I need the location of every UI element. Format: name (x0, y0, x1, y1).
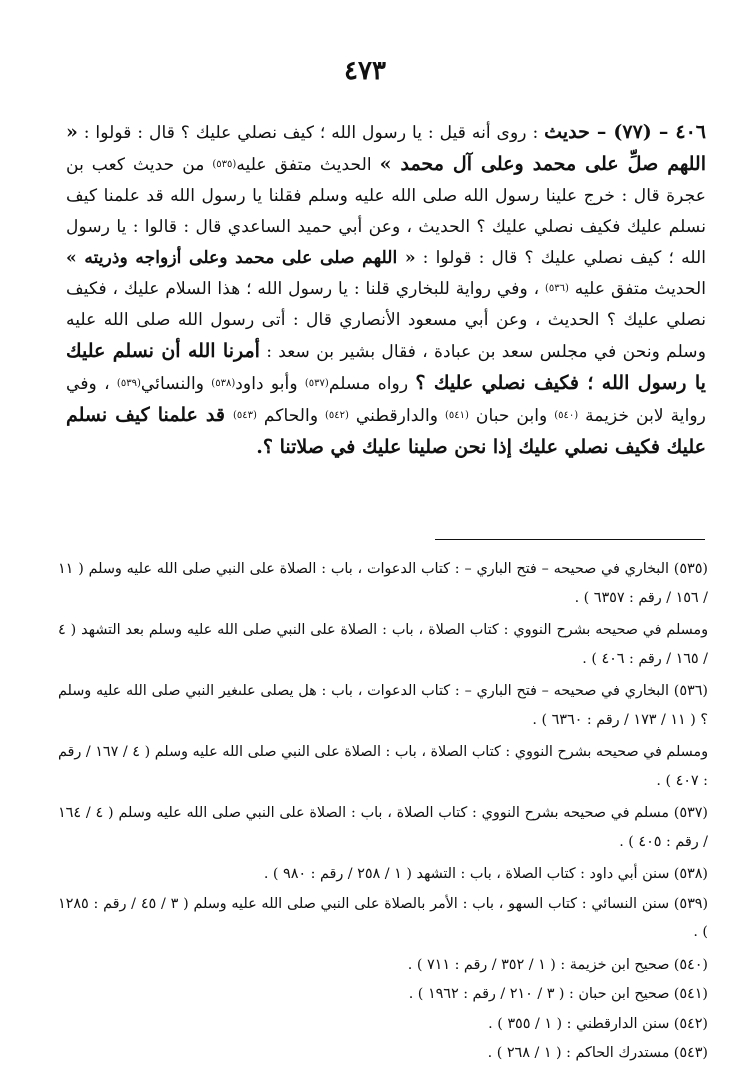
hadith-paragraph (66, 117, 706, 464)
text-segment: : روى أنه قيل : يا رسول الله ؛ كيف نصلي عليك ؟ قال : قولوا : (77, 123, 545, 143)
footnote-536: (٥٣٦) البخاري في صحيحه – فتح الباري – : كتاب الدعوات ، باب : هل يصلى علىغير النبي صلى الله عليه وسلم ؟ ( ١١ / ١٧٣ / رقم : ٦٣٦٠ ) . (58, 683, 708, 728)
text-segment: ، وفي رواية للبخاري قلنا : يا رسول الله ؛ هذا السلام عليك ، فكيف نصلي عليك ؟ الحديث ، وعن أبي مسعود الأنصاري قال : أتى رسول الله صلى الله عليه وسلم ونحن في مجلس سعد بن عبادة ، فقال بشير بن سعد : (66, 279, 706, 362)
footnote-540: (٥٤٠) صحيح ابن خزيمة : ( ١ / ٣٥٢ / رقم : ٧١١ ) . (407, 956, 708, 973)
emphasis-text: أمرنا الله أن نسلم عليك يا رسول الله ؛ فكيف نصلي عليك ؟ (66, 340, 706, 394)
footnote-539: (٥٣٩) سنن النسائي : كتاب السهو ، باب : الأمر بالصلاة على النبي صلى الله عليه وسلم ( ٣ / ٤٥ / رقم : ١٢٨٥ ) . (58, 895, 709, 940)
footnote-ref[interactable]: (٥٣٨) (211, 378, 236, 389)
footnote-536-cont: ومسلم في صحيحه بشرح النووي : كتاب الصلاة ، باب : الصلاة على النبي صلى الله عليه وسلم ( ٤ / ١٦٧ / رقم : ٤٠٧ ) . (58, 744, 708, 789)
text-segment: والنسائي (140, 374, 212, 394)
text-segment: الحديث متفق عليه (568, 279, 706, 299)
footnote-541: (٥٤١) صحيح ابن حبان : ( ٣ / ٢١٠ / رقم : ١٩٦٢ ) . (408, 986, 708, 1002)
footnote-ref[interactable]: (٥٣٩) (116, 378, 141, 389)
dua-text: « اللهم صلى على محمد وعلى أزواجه وذريته » (66, 248, 416, 268)
hadith-text (66, 117, 706, 464)
footnote-537: (٥٣٧) مسلم في صحيحه بشرح النووي : كتاب الصلاة ، باب : الصلاة على النبي صلى الله عليه وسلم ( ٤ / ١٦٤ / رقم : ٤٠٥ ) . (58, 805, 708, 850)
footnote-ref[interactable]: (٥٣٧) (304, 378, 329, 389)
footnote-ref[interactable]: (٥٤٢) (325, 410, 349, 421)
footnote-ref[interactable]: (٥٣٥) (212, 159, 237, 170)
dua-text: « اللهم صلِّ على محمد وعلى آل محمد » (66, 121, 707, 175)
footnote-divider (435, 539, 705, 540)
text-segment: ، وفي رواية لابن خزيمة (66, 374, 706, 426)
footnote-ref[interactable]: (٥٤١) (445, 410, 469, 421)
text-segment: وأبو داود (235, 374, 305, 394)
footnotes (58, 555, 708, 1069)
hadith-number: ٤٠٦ – (٧٧) – حديث (544, 121, 706, 143)
footnote-ref[interactable]: (٥٤٠) (554, 410, 579, 421)
footnote-ref[interactable]: (٥٣٦) (545, 283, 569, 294)
text-segment: وابن حبان (468, 406, 555, 426)
text-segment: الحديث متفق عليه (236, 155, 380, 175)
text-segment: والدارقطني (348, 406, 445, 426)
footnote-535-cont: ومسلم في صحيحه بشرح النووي : كتاب الصلاة ، باب : الصلاة على النبي صلى الله عليه وسلم بعد التشهد ( ٤ / ١٦٥ / رقم : ٤٠٦ ) . (58, 622, 708, 667)
footnote-535: (٥٣٥) البخاري في صحيحه – فتح الباري – : كتاب الدعوات ، باب : الصلاة على النبي صلى الله عليه وسلم ( ١١ / ١٥٦ / رقم : ٦٣٥٧ ) . (58, 561, 708, 606)
footnote-543: (٥٤٣) مستدرك الحاكم : ( ١ / ٢٦٨ ) . (487, 1045, 708, 1061)
footnote-542: (٥٤٢) سنن الدارقطني : ( ١ / ٣٥٥ ) . (488, 1015, 708, 1032)
text-segment: والحاكم (256, 406, 326, 426)
page-number: ٤٧٣ (344, 56, 386, 86)
emphasis-text: قد علمنا كيف نسلم عليك فكيف نصلي عليك إذا نحن صلينا عليك في صلاتنا ؟. (66, 404, 706, 458)
footnote-538: (٥٣٨) سنن أبي داود : كتاب الصلاة ، باب : التشهد ( ١ / ٢٥٨ / رقم : ٩٨٠ ) . (263, 866, 708, 882)
text-segment: رواه مسلم (328, 374, 416, 394)
text-segment: من حديث كعب بن عجرة قال : خرج علينا رسول الله صلى الله عليه وسلم فقلنا يا رسول الله قد علمنا كيف نسلم عليك فكيف نصلي عليك ؟ الحديث ، وعن أبي حميد الساعدي قال : قالوا : يا رسول الله ؛ كيف نصلي عليك ؟ قال : قولوا : (66, 155, 706, 268)
footnote-ref[interactable]: (٥٤٣) (233, 410, 257, 421)
